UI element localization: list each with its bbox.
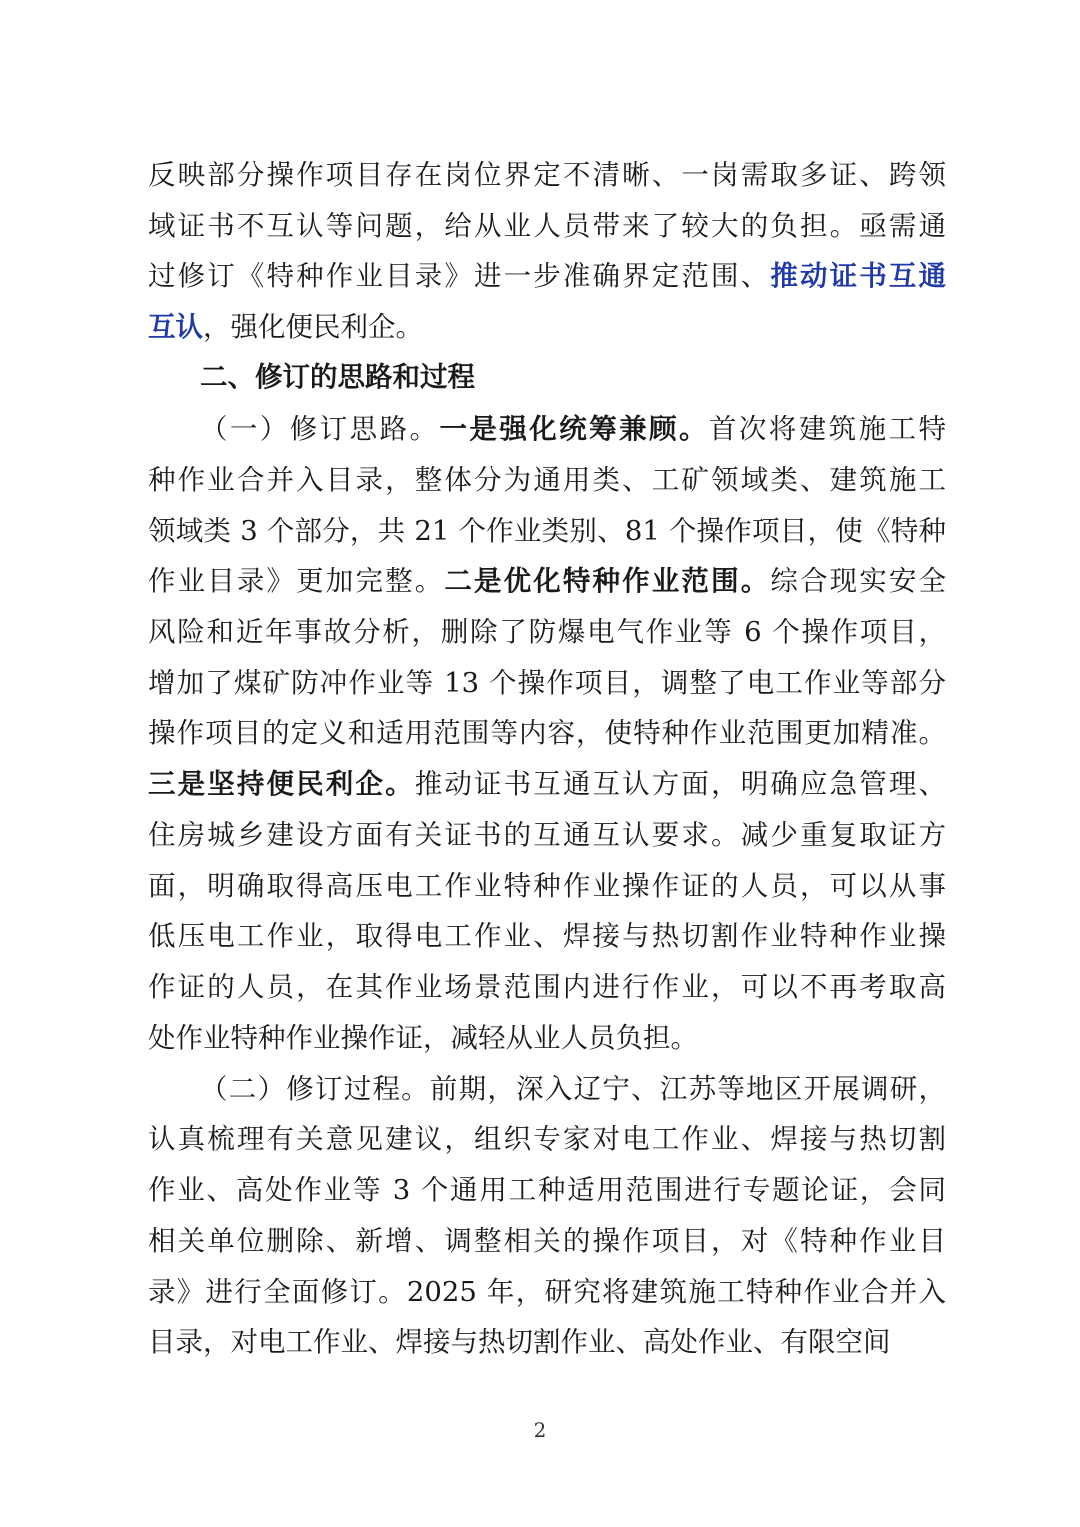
- bold-text: 二、修订的思路和过程: [200, 361, 475, 393]
- text-line: [148, 962, 946, 1012]
- text-segment: 种作业合并入目录，整体分为通用类、工矿领域类、建筑施工: [148, 464, 946, 496]
- bold-text: 三是坚持便民利企。: [148, 768, 415, 800]
- text-segment: 增加了煤矿防冲作业等 13 个操作项目，调整了电工作业等部分: [148, 667, 946, 699]
- text-line: [148, 556, 946, 606]
- text-line: [148, 759, 946, 809]
- text-segment: 目录，对电工作业、焊接与热切割作业、高处作业、有限空间: [148, 1326, 891, 1358]
- text-segment: 首次将建筑施工特: [708, 413, 946, 445]
- text-line: [148, 1267, 946, 1317]
- text-segment: 风险和近年事故分析，删除了防爆电气作业等 6 个操作项目，: [148, 616, 946, 648]
- text-segment: 域证书不互认等问题，给从业人员带来了较大的负担。亟需通: [148, 210, 946, 242]
- text-line: [148, 911, 946, 961]
- text-segment: 推动证书互通互认方面，明确应急管理、: [414, 768, 947, 800]
- text-segment: 过修订《特种作业目录》进一步准确界定范围、: [148, 260, 771, 292]
- text-segment: 面，明确取得高压电工作业特种作业操作证的人员，可以从事: [148, 870, 946, 902]
- highlighted-text: 推动证书互通: [770, 260, 947, 292]
- bold-text: 一是强化统筹兼顾。: [439, 413, 709, 445]
- text-segment: 作业、高处作业等 3 个通用工种适用范围进行专题论证，会同: [148, 1174, 946, 1206]
- text-segment: 相关单位删除、新增、调整相关的操作项目，对《特种作业目: [148, 1225, 946, 1257]
- text-line: [200, 404, 946, 454]
- text-segment: 低压电工作业，取得电工作业、焊接与热切割作业特种作业操: [148, 920, 946, 952]
- text-line: [148, 1216, 946, 1266]
- text-line: [148, 302, 946, 352]
- text-line: [148, 810, 946, 860]
- highlighted-text: 互认: [148, 311, 203, 343]
- text-line: [148, 251, 946, 301]
- page-number: 2: [533, 1418, 547, 1442]
- text-line: [148, 658, 946, 708]
- text-line: [148, 506, 946, 556]
- text-segment: ，强化便民利企。: [203, 311, 423, 343]
- text-segment: 操作项目的定义和适用范围等内容，使特种作业范围更加精准。: [148, 717, 946, 749]
- text-line: [148, 1013, 946, 1063]
- text-line: [148, 150, 946, 200]
- text-segment: 反映部分操作项目存在岗位界定不清晰、一岗需取多证、跨领: [148, 159, 946, 191]
- bold-text: 二是优化特种作业范围。: [444, 565, 771, 597]
- text-segment: 综合现实安全: [770, 565, 947, 597]
- text-line: [148, 861, 946, 911]
- text-segment: 住房城乡建设方面有关证书的互通互认要求。减少重复取证方: [148, 819, 946, 851]
- text-line: [148, 1165, 946, 1215]
- text-line: [200, 1064, 946, 1114]
- text-line: [148, 455, 946, 505]
- text-line: [148, 1317, 946, 1367]
- text-line: [148, 708, 946, 758]
- text-segment: 领域类 3 个部分，共 21 个作业类别、81 个操作项目，使《特种: [148, 515, 946, 547]
- text-segment: （一）修订思路。: [200, 413, 440, 445]
- text-segment: 认真梳理有关意见建议，组织专家对电工作业、焊接与热切割: [148, 1123, 946, 1155]
- text-segment: 作业目录》更加完整。: [148, 565, 445, 597]
- text-line: [148, 607, 946, 657]
- text-segment: 作证的人员，在其作业场景范围内进行作业，可以不再考取高: [148, 971, 946, 1003]
- text-line: [148, 201, 946, 251]
- text-line: [148, 1114, 946, 1164]
- text-segment: （二）修订过程。前期，深入辽宁、江苏等地区开展调研，: [200, 1073, 946, 1105]
- section-heading: [200, 352, 946, 402]
- text-segment: 录》进行全面修订。2025 年，研究将建筑施工特种作业合并入: [148, 1276, 946, 1308]
- text-segment: 处作业特种作业操作证，减轻从业人员负担。: [148, 1022, 698, 1054]
